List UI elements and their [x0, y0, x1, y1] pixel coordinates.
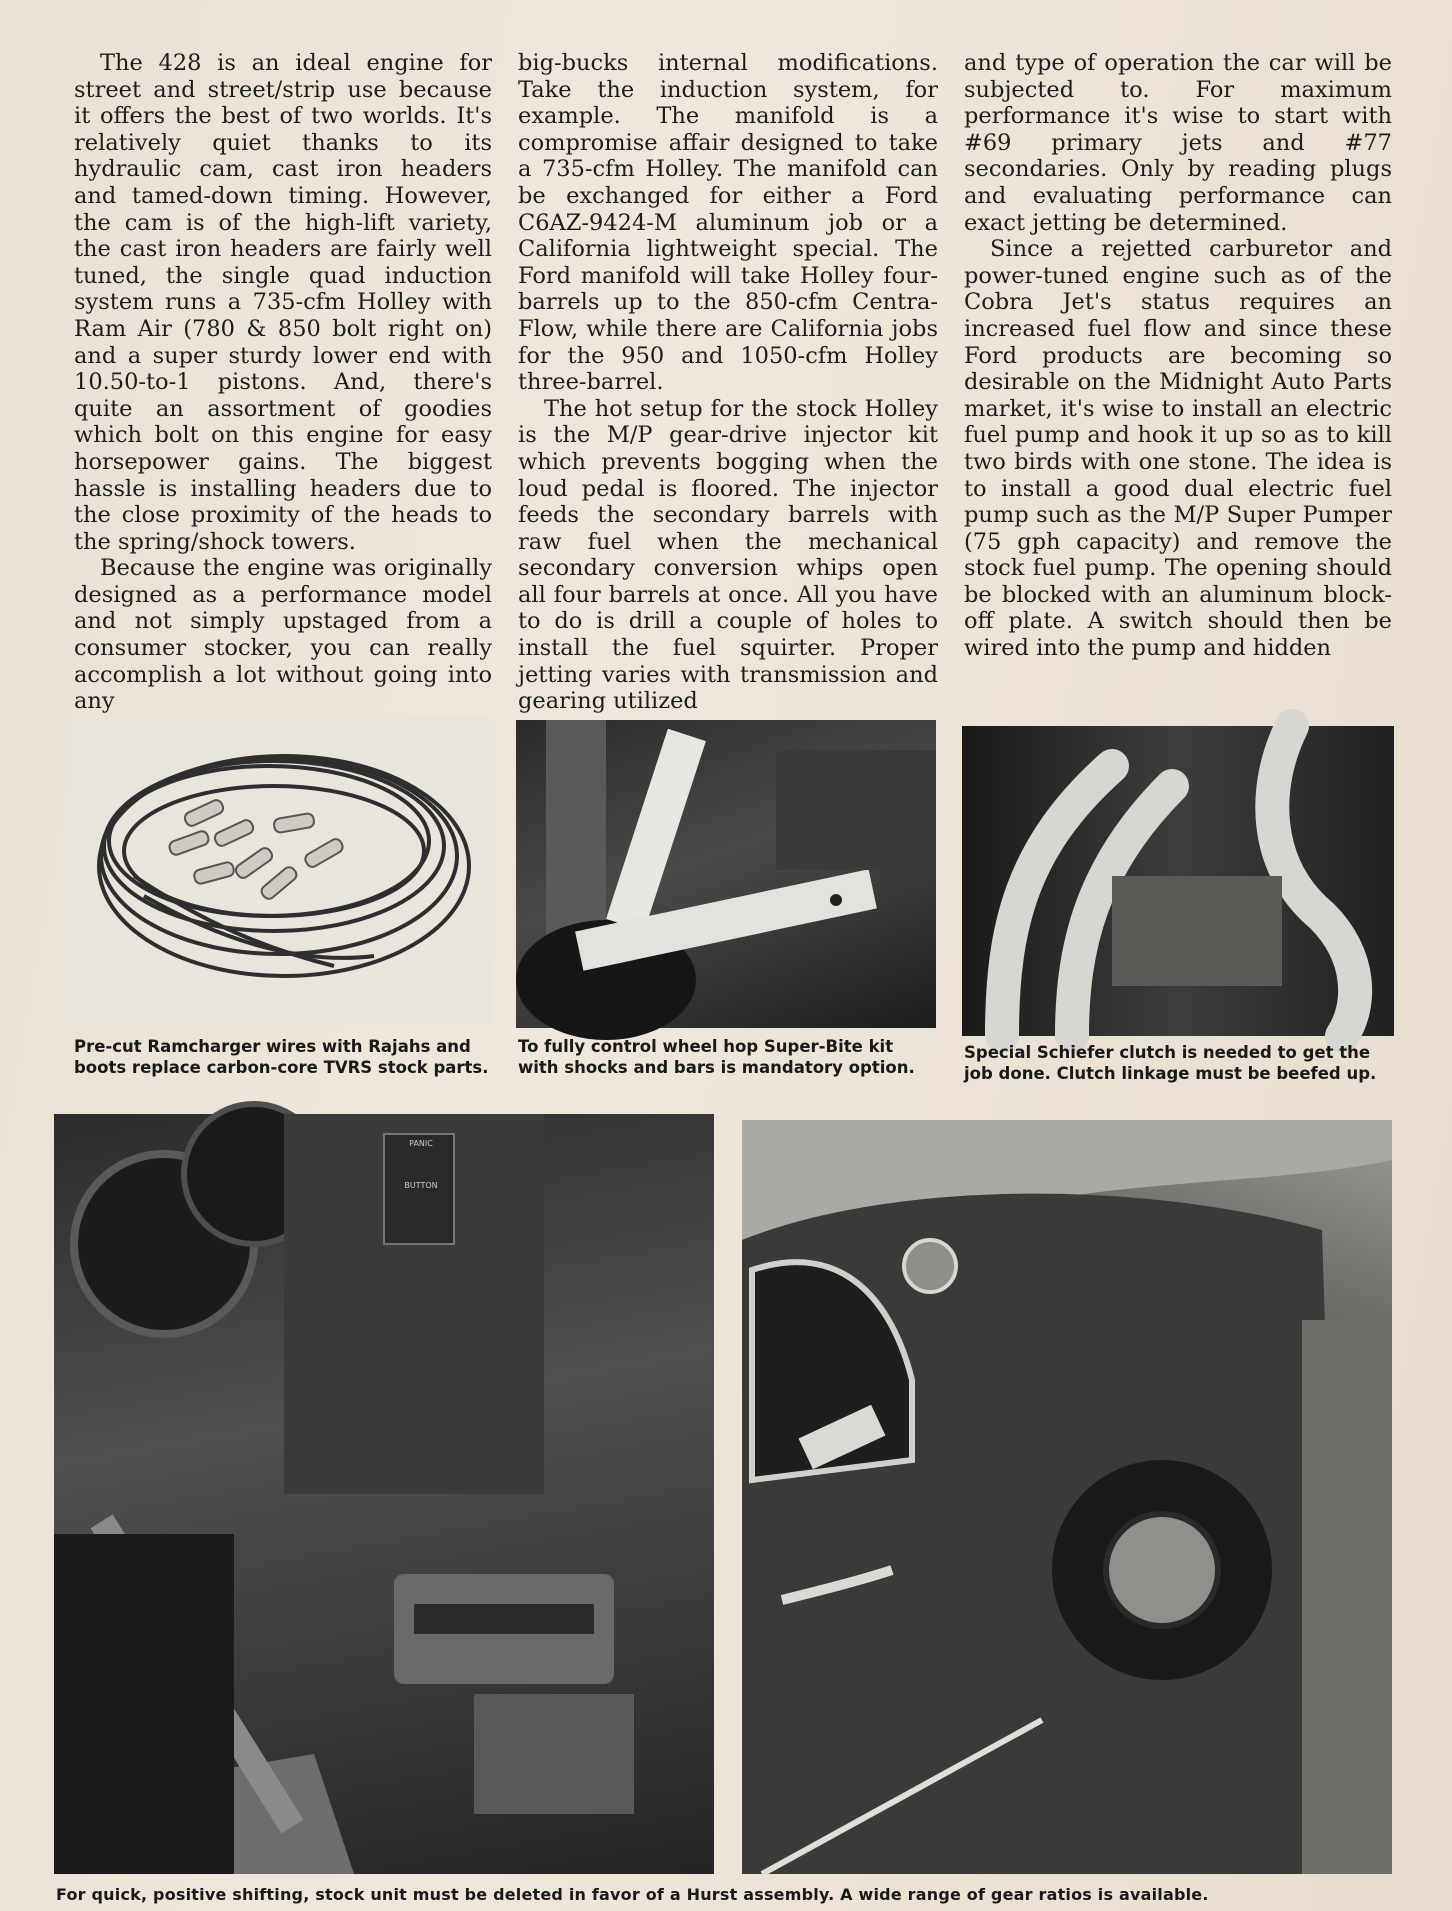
photo-headers-clutch	[962, 726, 1394, 1036]
caption-line: boots replace carbon-core TVRS stock parts.	[74, 1058, 489, 1077]
caption-clutch	[964, 1042, 1376, 1084]
paragraph: big-bucks internal modifications. Take the induction system, for example. The manifold is a compromise affair designed to take a 735-cfm Holley. The manifold can be exchanged for either a Ford C6AZ-9424-M aluminum job or a California lightweight special. The Ford manifold will take Holley four-barrels up to the 850-cfm Centra-Flow, while there are California jobs for the 950 and 1050-cfm Holley three-barrel.	[518, 50, 938, 396]
caption-line: To fully control wheel hop Super-Bite kit	[518, 1037, 894, 1056]
caption-wires	[74, 1036, 489, 1078]
photo-super-bite-kit	[516, 720, 936, 1028]
caption-line: with shocks and bars is mandatory option.	[518, 1058, 915, 1077]
headers-illustration	[962, 726, 1394, 1036]
paragraph: The 428 is an ideal engine for street and street/strip use because it offers the best of two worlds. It's relatively quiet thanks to its hydraulic cam, cast iron headers and tamed-down timing. However, the cam is of the high-lift variety, the cast iron headers are fairly well tuned, the single quad induction system runs a 735-cfm Holley with Ram Air (780 & 850 bolt right on) and a super sturdy lower end with 10.50-to-1 pistons. And, there's quite an assortment of goodies which bolt on this engine for easy horsepower gains. The biggest hassle is installing headers due to the close proximity of the heads to the spring/shock towers.	[74, 50, 492, 555]
photo-hurst-shifter-interior	[54, 1114, 714, 1874]
paragraph: Because the engine was originally designed as a performance model and not simply upstaged from a consumer stocker, you can really accomplish a lot without going into any	[74, 555, 492, 715]
interior-illustration	[54, 1114, 714, 1874]
caption-line: Special Schiefer clutch is needed to get the	[964, 1043, 1371, 1062]
label-line: BUTTON	[404, 1181, 438, 1190]
paragraph: and type of operation the car will be subjected to. For maximum performance it's wise to start with #69 primary jets and #77 secondaries. Only by reading plugs and evaluating performance can exact jetting be determined.	[964, 50, 1392, 236]
article-column-1	[74, 50, 492, 715]
photo-car-rear-quarter	[742, 1120, 1392, 1874]
article-column-2	[518, 50, 938, 715]
car-illustration	[742, 1120, 1392, 1874]
label-line: PANIC	[409, 1139, 433, 1148]
paragraph: Since a rejetted carburetor and power-tuned engine such as of the Cobra Jet's status requires an increased fuel flow and since these Ford products are becoming so desirable on the Midnight Auto Parts market, it's wise to install an electric fuel pump and hook it up so as to kill two birds with one stone. The idea is to install a good dual electric fuel pump such as the M/P Super Pumper (75 gph capacity) and remove the stock fuel pump. The opening should be blocked with an aluminum block-off plate. A switch should then be wired into the pump and hidden	[964, 236, 1392, 662]
caption-super-bite	[518, 1036, 915, 1078]
photo-spark-plug-wires	[74, 716, 494, 1026]
caption-line: job done. Clutch linkage must be beefed up.	[964, 1064, 1377, 1083]
article-column-3	[964, 50, 1392, 680]
caption-line: Pre-cut Ramcharger wires with Rajahs and	[74, 1037, 471, 1056]
wires-illustration	[74, 716, 494, 1026]
paragraph: The hot setup for the stock Holley is the M/P gear-drive injector kit which prevents bogging when the loud pedal is floored. The injector feeds the secondary barrels with raw fuel when the mechanical secondary conversion whips open all four barrels at once. All you have to do is drill a couple of holes to install the fuel squirter. Proper jetting varies with transmission and gearing utilized	[518, 395, 938, 715]
panic-button-label	[386, 1138, 456, 1192]
caption-shifter: For quick, positive shifting, stock unit must be deleted in favor of a Hurst assembly. A wide range of gear ratios is available.	[56, 1885, 1209, 1904]
traction-bar-illustration	[516, 720, 936, 1028]
